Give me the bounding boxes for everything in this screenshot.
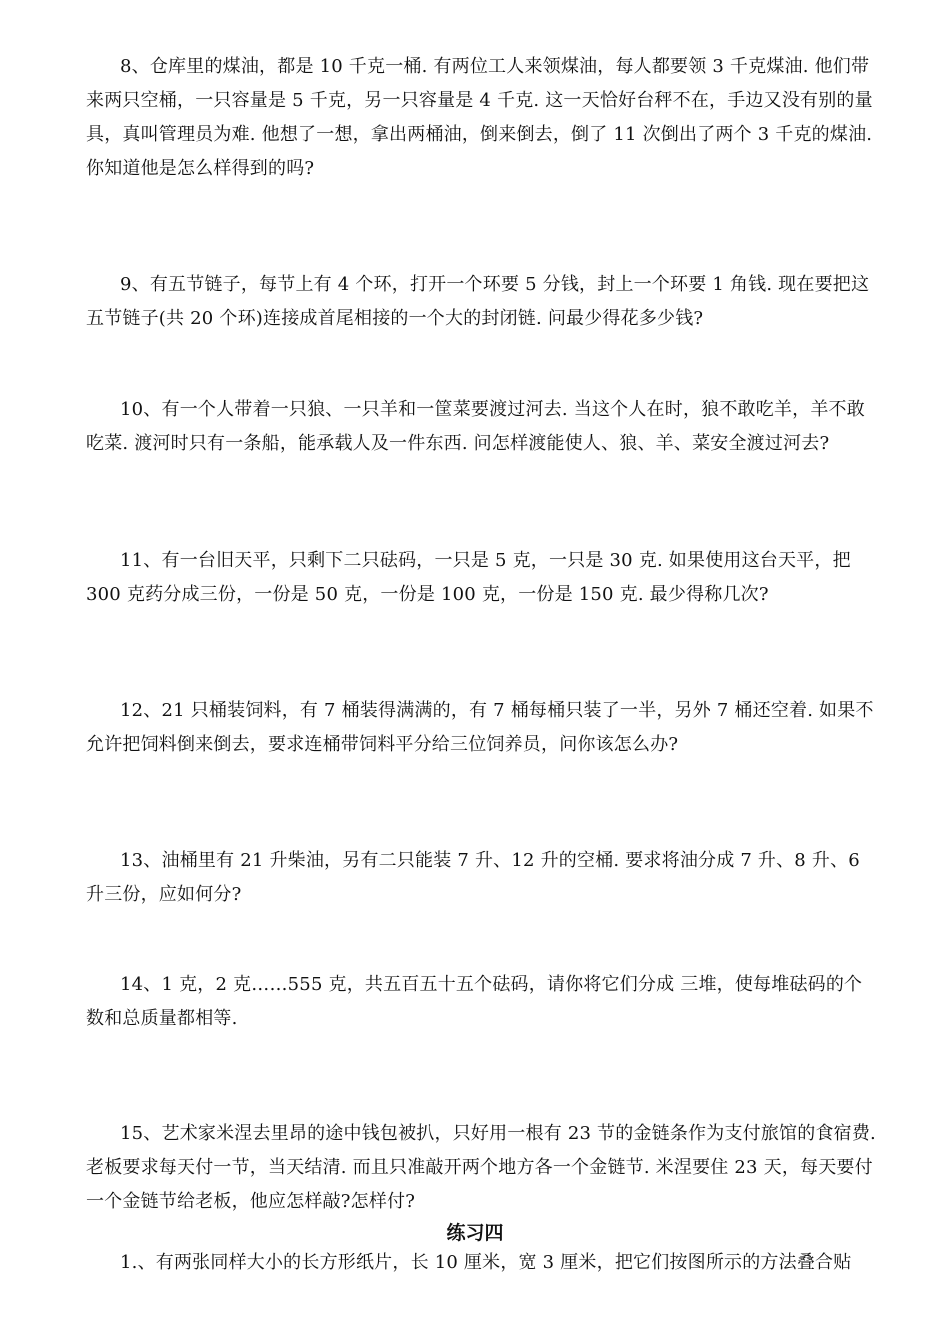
problem-12: 12、21 只桶装饲料，有 7 桶装得满满的，有 7 桶每桶只装了一半，另外 7 桶还空着. 如果不允许把饲料倒来倒去，要求连桶带饲料平分给三位饲养员，问你该怎么办? — [86, 700, 874, 755]
problem-10: 10、有一个人带着一只狼、一只羊和一筐菜要渡过河去. 当这个人在时，狼不敢吃羊，羊不敢吃菜. 渡河时只有一条船，能承载人及一件东西. 问怎样渡能使人、狼、羊、菜安全渡过河去? — [86, 399, 865, 454]
section-title: 练习四 — [446, 1222, 504, 1244]
section-problem-1: 1.、有两张同样大小的长方形纸片，长 10 厘米，宽 3 厘米，把它们按图所示的方法叠合贴 — [120, 1252, 852, 1273]
problem-11: 11、有一台旧天平，只剩下二只砝码，一只是 5 克，一只是 30 克. 如果使用这台天平，把 300 克药分成三份，一份是 50 克，一份是 100 克，一份是 150 克. 最少得称几次? — [86, 550, 851, 605]
problem-15: 15、艺术家米涅去里昂的途中钱包被扒，只好用一根有 23 节的金链条作为支付旅馆的食宿费. 老板要求每天付一节，当天结清. 而且只准敲开两个地方各一个金链节. 米涅要住 23 天，每天要付一个金链节给老板，他应怎样敲?怎样付? — [86, 1123, 876, 1212]
problem-9: 9、有五节链子，每节上有 4 个环，打开一个环要 5 分钱，封上一个环要 1 角钱. 现在要把这五节链子(共 20 个环)连接成首尾相接的一个大的封闭链. 问最少得花多少钱? — [86, 274, 870, 329]
problem-8: 8、仓库里的煤油，都是 10 千克一桶. 有两位工人来领煤油，每人都要领 3 千克煤油. 他们带来两只空桶，一只容量是 5 千克，另一只容量是 4 千克. 这一天恰好台秤不在，手边又没有别的量具，真叫管理员为难. 他想了一想，拿出两桶油，倒来倒去，倒了 11 次倒出了两个 3 千克的煤油. 你知道他是怎么样得到的吗? — [86, 56, 873, 179]
problem-13: 13、油桶里有 21 升柴油，另有二只能装 7 升、12 升的空桶. 要求将油分成 7 升、8 升、6 升三份，应如何分? — [86, 850, 860, 905]
problem-14: 14、1 克，2 克……555 克，共五百五十五个砝码，请你将它们分成 三堆，使每堆砝码的个数和总质量都相等. — [86, 974, 863, 1029]
